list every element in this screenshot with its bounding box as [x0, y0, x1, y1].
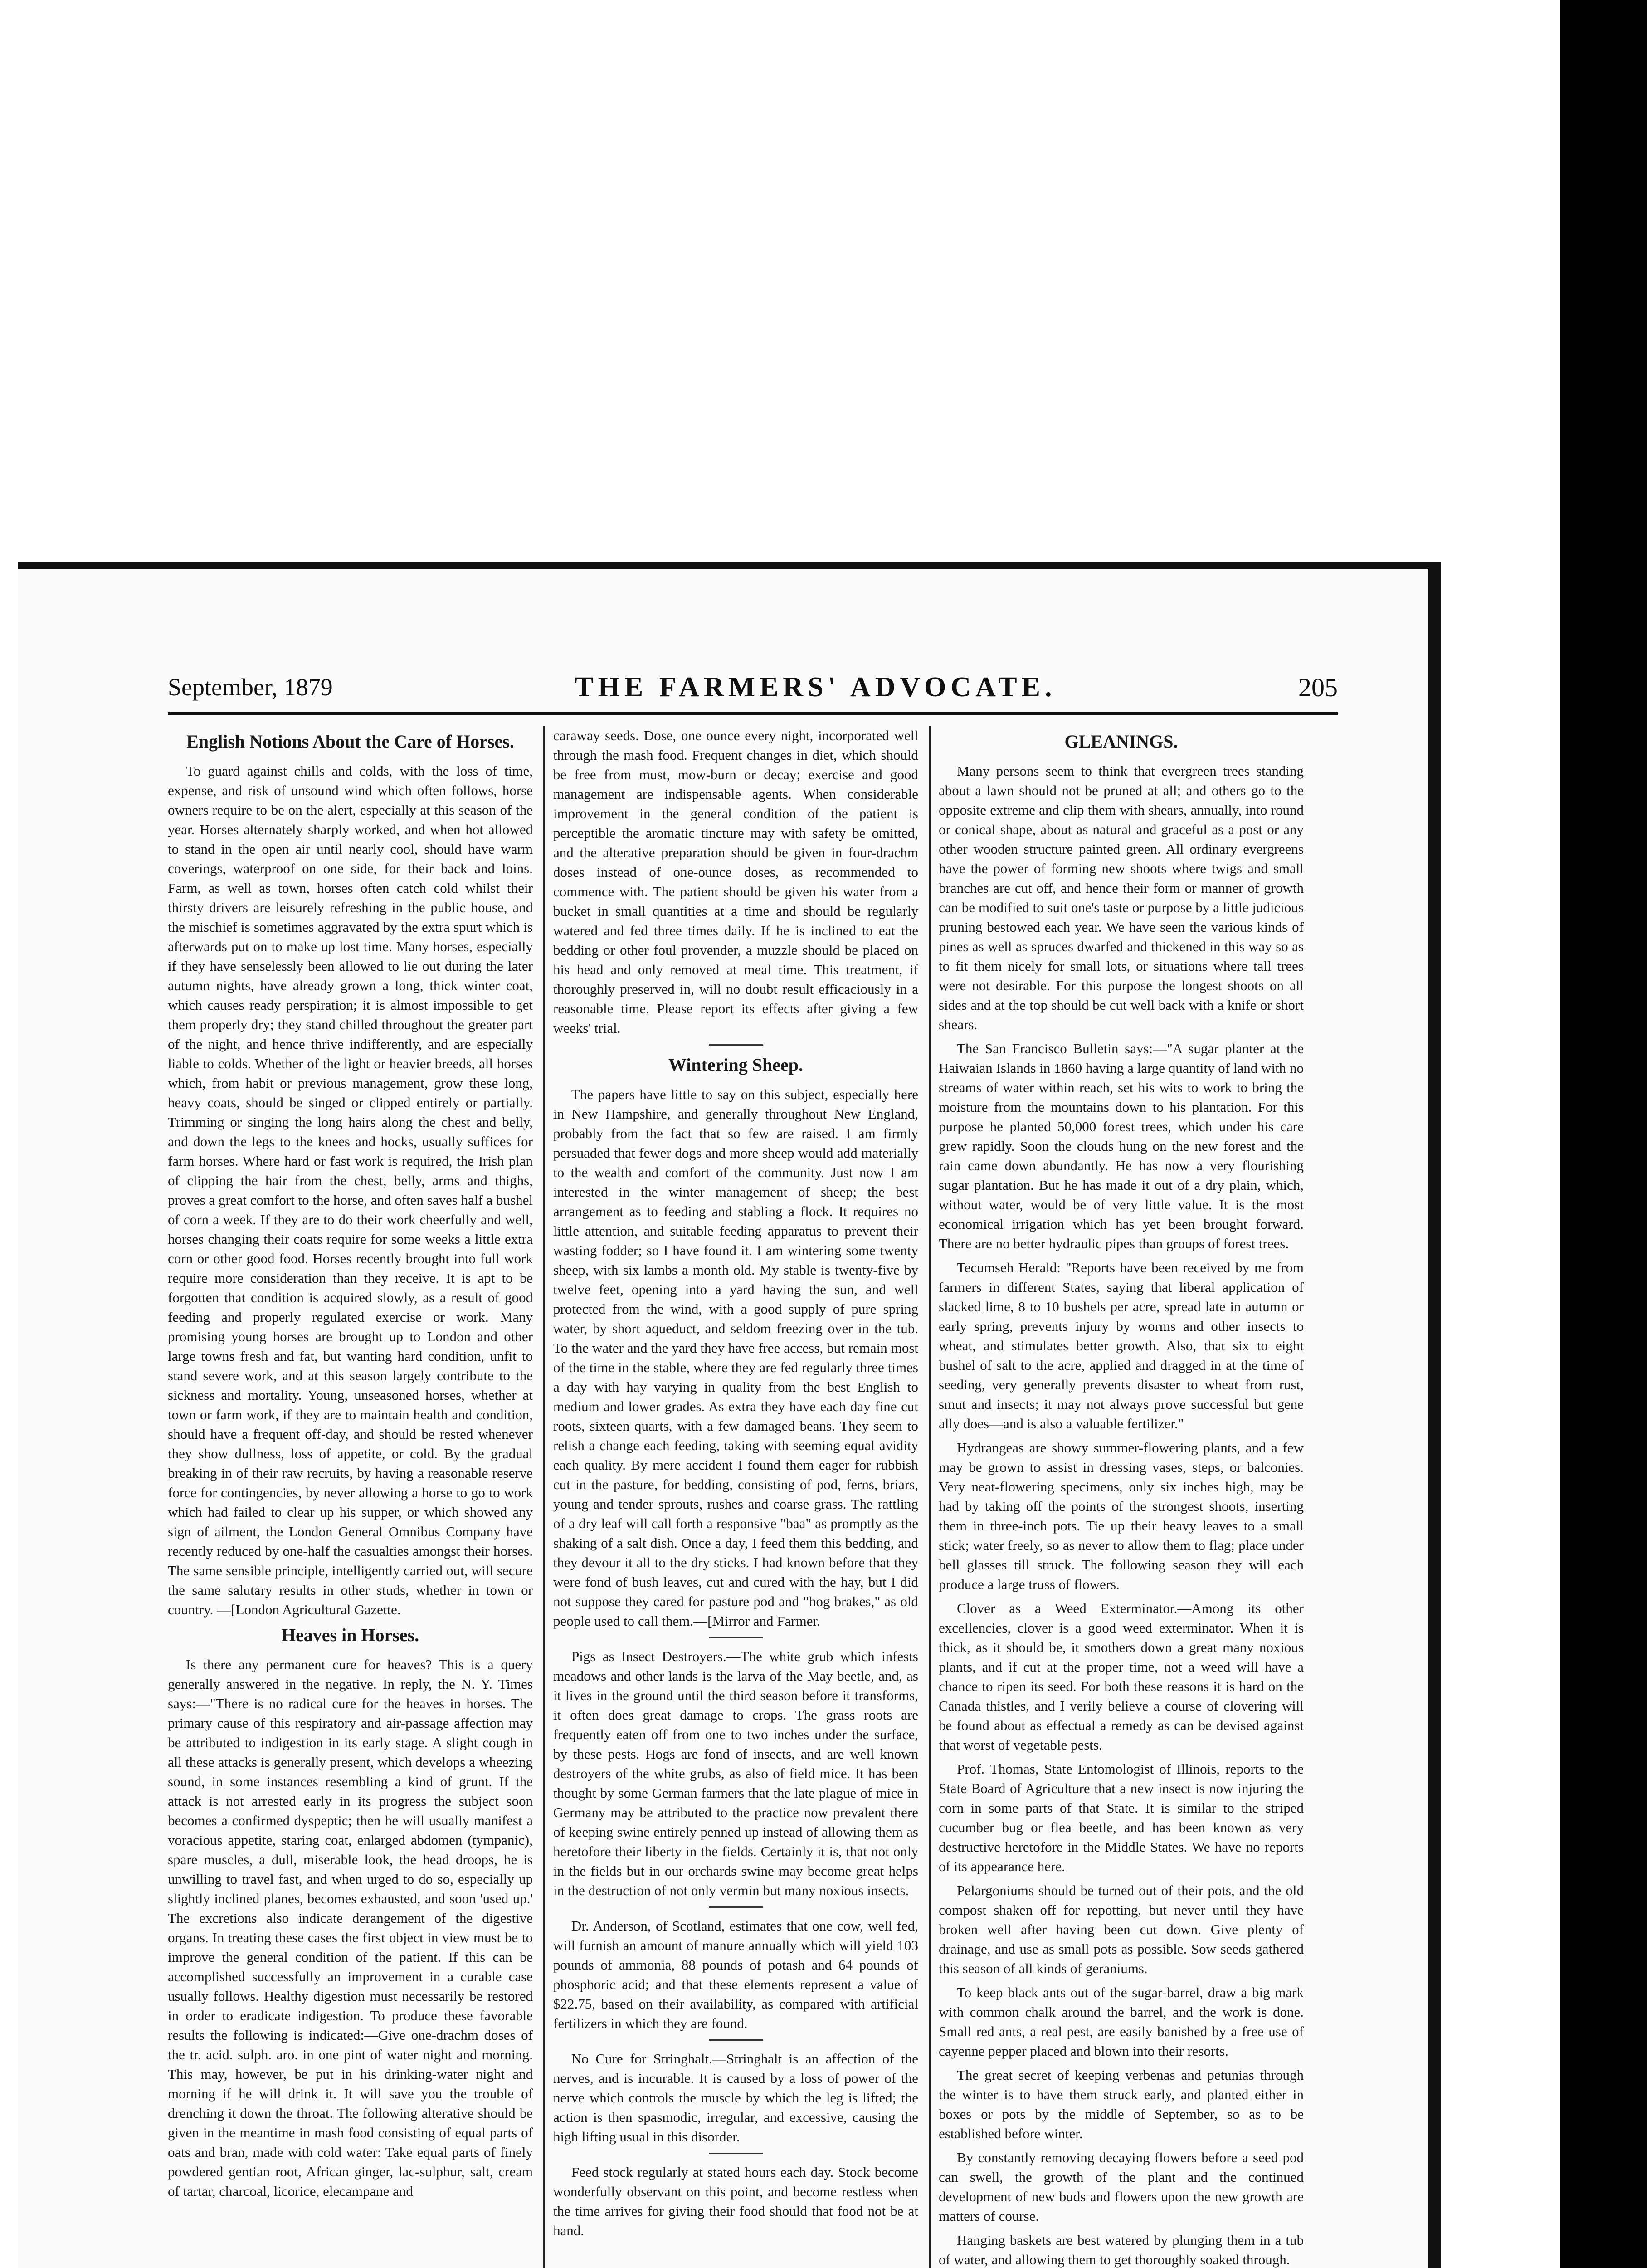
newspaper-page — [18, 562, 1441, 2268]
column-1 — [168, 726, 533, 2268]
column-2 — [553, 726, 918, 2268]
news-item: Feed stock regularly at stated hours each day. Stock become wonderfully observant on this point, and become restless when the time arrives for giving their food should that food not be at hand. — [553, 2164, 918, 2239]
section-title: GLEANINGS. — [1064, 731, 1178, 752]
article-title: English Notions About the Care of Horses. — [186, 731, 514, 752]
page-top-border — [18, 562, 1428, 569]
column-divider — [543, 726, 545, 2268]
separator — [709, 1044, 763, 1046]
article-title: Heaves in Horses. — [281, 1625, 419, 1645]
news-item: To keep black ants out of the sugar-barrel, draw a big mark with common chalk around the barrel, and the work is done. Small red ants, a real pest, are easily banished by a free use of cayenne pepper placed and blown into their resorts. — [939, 1984, 1304, 2059]
masthead: THE FARMERS' ADVOCATE. — [575, 671, 1057, 703]
news-item: Many persons seem to think that evergreen trees standing about a lawn should not be pruned at all; and others go to the opposite extreme and clip them with shears, annually, into round or conical shape, about as natural and graceful as a post or any other wooden structure painted green. All ordinary evergreens have the power of forming new shoots where twigs and small branches are cut off, and hence their form or manner of growth can be modified to suit one's taste or purpose by a little judicious pruning bestowed each year. We have seen the various kinds of pines as well as spruces dwarfed and thickened in this way so as to fit them nicely for small lots, or situations where tall trees were not desirable. For this purpose the longest shoots on all sides and at the top should be cut well back with a knife or short shears. — [939, 763, 1304, 1032]
news-item: Pelargoniums should be turned out of their pots, and the old compost shaken off for repotting, but never until they have broken well after having been cut down. Give plenty of drainage, and use as small pots as possible. Sow seeds gathered this season of all kinds of geraniums. — [939, 1882, 1304, 1976]
article-body: Is there any permanent cure for heaves? This is a query generally answered in the negative. In reply, the N. Y. Times says:—"There is no radical cure for the heaves in horses. The primary cause of this respiratory and air-passage affection may be attributed to indigestion in its early stage. A slight cough in all these attacks is generally present, which develops a wheezing sound, in some instances resembling a kind of grunt. If the attack is not arrested early in its progress the subject soon becomes a confirmed dyspeptic; then he will usually manifest a voracious appetite, staring coat, enlarged abdomen (tympanic), spare muscles, a dull, miserable look, the head droops, he is unwilling to travel fast, and when urged to do so, especially up slightly inclined planes, becomes exhausted, and soon 'used up.' The excretions also indicate derangement of the digestive organs. In treating these cases the first object in view must be to improve the general condition of the patient. If this can be accomplished successfully an improvement in a curable case usually follows. Healthy digestion must necessarily be restored in order to eradicate indigestion. To produce these favorable results the following is indicated:—Give one-drachm doses of the tr. acid. sulph. aro. in one pint of water night and morning. This may, however, be put in his drinking-water night and morning if he will drink it. It will save you the trouble of drenching it down the throat. The following alterative should be given in the meantime in mash food consisting of equal parts of oats and bran, made with cold water: Take equal parts of finely powdered gentian root, African ginger, lac-sulphur, salt, cream of tartar, charcoal, licorice, elecampane and — [168, 1657, 533, 2199]
news-item: Hanging baskets are best watered by plunging them in a tub of water, and allowing them to get thoroughly soaked through. — [939, 2232, 1304, 2268]
article-body: To guard against chills and colds, with the loss of time, expense, and risk of unsound wind which often follows, horse owners require to be on the alert, especially at this season of the year. Horses alternately sharply worked, and when hot allowed to stand in the open air until nearly cool, should have warm coverings, waterproof on one side, for their back and loins. Farm, as well as town, horses often catch cold whilst their thirsty drivers are leisurely refreshing in the public house, and the mischief is sometimes aggravated by the extra spurt which is afterwards put on to make up lost time. Many horses, especially if they have senselessly been allowed to lie out during the later autumn nights, have already grown a long, thick winter coat, which causes ready perspiration; it is almost impossible to get them properly dry; they stand chilled throughout the greater part of the night, and hence thrive indifferently, and are especially liable to colds. Whether of the light or heavier breeds, all horses which, from habit or previous management, grow these long, heavy coats, should be singed or clipped entirely or partially. Trimming or singing the long hairs along the chest and belly, and down the legs to the knees and hocks, usually suffices for farm horses. Where hard or fast work is required, the Irish plan of clipping the hair from the chest, belly, arms and thighs, proves a great comfort to the horse, and often saves half a bushel of corn a week. If they are to do their work cheerfully and well, horses changing their coats require for some weeks a little extra corn or other good food. Horses recently brought into full work require more consideration than they receive. It is apt to be forgotten that condition is acquired slowly, as a result of good feeding and properly regulated exercise or work. Many promising young horses are brought up to London and other large towns fresh and fat, but wanting hard condition, unfit to stand severe work, and at this season largely contribute to the sickness and mortality. Young, unseasoned horses, whether at town or farm work, if they are to maintain health and condition, should have a frequent off-day, and should be rested whenever they show dullness, loss of appetite, or cold. By the gradual breaking in of their raw recruits, by having a reasonable reserve force for contingencies, by never allowing a horse to go to work which had failed to clear up his supper, or which showed any sign of ailment, the London General Omnibus Company have recently reduced by one-half the casualties amongst their horses. The same sensible principle, intelligently carried out, will secure the same salutary results in other studs, whether in town or country. —[London Agricultural Gazette. — [168, 763, 533, 1618]
news-item: The San Francisco Bulletin says:—"A sugar planter at the Haiwaian Islands in 1860 having a large quantity of land with no streams of water within reach, set his wits to work to bring the moisture from the mountains down to his plantation. For this purpose he planted 50,000 forest trees, which under his care grew rapidly. Soon the clouds hung on the new forest and the rain came down abundantly. He has now a very flourishing sugar plantation. But he has made it out of a dry plain, which, without water, would be of very little value. It is the most economical irrigation which has yet been brought forward. There are no better hydraulic pipes than groups of forest trees. — [939, 1041, 1304, 1251]
news-item: The great secret of keeping verbenas and petunias through the winter is to have them struck early, and planted either in boxes or pots by the middle of September, so as to be established before winter. — [939, 2067, 1304, 2141]
column-3 — [939, 726, 1304, 2268]
column-divider — [929, 726, 931, 2268]
separator — [709, 2153, 763, 2154]
news-item: Hydrangeas are showy summer-flowering plants, and a few may be grown to assist in dressing vases, steps, or balconies. Very neat-flowering specimens, only six inches high, may be had by taking off the points of the strongest shoots, inserting them in three-inch pots. Tie up their heavy leaves to a small stick; water freely, so as never to allow them to flag; place under bell glasses till struck. The following season they will each produce a large truss of flowers. — [939, 1440, 1304, 1592]
issue-date: September, 1879 — [168, 674, 333, 701]
news-item: Clover as a Weed Exterminator.—Among its other excellencies, clover is a good weed exterminator. When it is thick, as it should be, it smothers down a great many noxious plants, and if cut at the proper time, not a weed will have a chance to ripen its seed. For both these reasons it is hard on the Canada thistles, and I verily believe a course of clovering will be found about as effectual a remedy as can be devised against that worst of vegetable pests. — [939, 1600, 1304, 1753]
news-item: By constantly removing decaying flowers before a seed pod can swell, the growth of the plant and the continued development of new buds and flowers upon the new growth are matters of course. — [939, 2150, 1304, 2224]
news-item: Prof. Thomas, State Entomologist of Illinois, reports to the State Board of Agriculture that a new insect is now injuring the corn in some parts of that State. It is similar to the striped cucumber bug or flea beetle, and has been known as very destructive heretofore in the Middle States. We have no reports of its appearance here. — [939, 1761, 1304, 1874]
news-item: Pigs as Insect Destroyers.—The white grub which infests meadows and other lands is the larva of the May beetle, and, as it lives in the ground until the third season before it transforms, it often does great damage to crops. The grass roots are frequently eaten off from one to two inches under the surface, by these pests. Hogs are fond of insects, and are well known destroyers of the white grubs, as also of field mice. It has been thought by some German farmers that the late plague of mice in Germany may be attributed to the practice now prevalent there of keeping swine entirely penned up instead of allowing them as heretofore their liberty in the fields. Certainly it is, that not only in the fields but in our orchards swine may become great helps in the destruction of not only vermin but many noxious insects. — [553, 1648, 918, 1898]
news-item: Dr. Anderson, of Scotland, estimates that one cow, well fed, will furnish an amount of manure annually which will yield 103 pounds of ammonia, 88 pounds of potash and 64 pounds of phosphoric acid; and that these elements represent a value of $22.75, based on their availability, as compared with artificial fertilizers in which they are found. — [553, 1918, 918, 2031]
separator — [709, 1637, 763, 1638]
article-body: The papers have little to say on this subject, especially here in New Hampshire, and generally throughout New England, probably from the fact that so few are raised. I am firmly persuaded that fewer dogs and more sheep would add materially to the wealth and comfort of the community. Just now I am interested in the winter management of sheep; the best arrangement as to feeding and stabling a flock. It requires no little attention, and suitable feeding apparatus to prevent their wasting fodder; so I have found it. I am wintering some twenty sheep, with six lambs a month old. My stable is twenty-five by twelve feet, opening into a yard having the sun, and well protected from the wind, with a good supply of pure spring water, by short aqueduct, and seldom freezing over in the tub. To the water and the yard they have free access, but remain most of the time in the stable, where they are fed regularly three times a day with hay varying in quality from the best English to medium and lower grades. As extra they have each day fine cut roots, sixteen quarts, with a few damaged beans. They seem to relish a change each feeding, taking with seeming equal avidity each quality. By mere accident I found them eager for rubbish cut in the pasture, for bedding, consisting of pod, ferns, briars, young and tender sprouts, rushes and coarse grass. The rattling of a dry leaf will call forth a responsive "baa" as promptly as the shaking of a salt dish. Once a day, I feed them this bedding, and they devour it all to the dry sticks. I had known before that they were fond of bush leaves, cut and cured with the hay, but I did not suppose they cared for pasture pod and "hog brakes," as old people used to call them.—[Mirror and Farmer. — [553, 1086, 918, 1629]
article-body-continued: caraway seeds. Dose, one ounce every night, incorporated well through the mash food. Frequent changes in diet, which should be free from must, mow-burn or decay; exercise and good management are indispensable agents. When considerable improvement in the general condition of the patient is perceptible the aromatic tincture may with safety be omitted, and the alterative preparation should be given in four-drachm doses instead of one-ounce doses, as recommended to commence with. The patient should be given his water from a bucket in small quantities at a time and should be regularly watered and fed three times daily. If he is inclined to eat the bedding or other foul provender, a muzzle should be placed on his head and only removed at meal time. This treatment, if thoroughly preserved in, will no doubt result efficaciously in a reasonable time. Please report its effects after giving a few weeks' trial. — [553, 728, 918, 1036]
article-title: Wintering Sheep. — [668, 1055, 804, 1075]
page-header — [168, 667, 1338, 708]
header-rule — [168, 712, 1338, 715]
page-number: 205 — [1298, 672, 1338, 702]
separator — [709, 1906, 763, 1908]
news-item: No Cure for Stringhalt.—Stringhalt is an affection of the nerves, and is incurable. It is caused by a loss of power of the nerve which controls the muscle by which the leg is lifted; the action is then spasmodic, irregular, and excessive, causing the high lifting usual in this disorder. — [553, 2051, 918, 2145]
outer-margin-black-right — [1560, 0, 1647, 2268]
separator — [709, 2039, 763, 2041]
news-item: Tecumseh Herald: "Reports have been received by me from farmers in different States, saying that liberal application of slacked lime, 8 to 10 bushels per acre, spread late in autumn or early spring, prevents injury by worms and other insects to wheat, and stimulates better growth. Also, that six to eight bushel of salt to the acre, applied and dragged in at the time of seeding, very generally prevents disaster to wheat from rust, smut and insects; it may not always prove successful but gene ally does—and is also a valuable fertilizer." — [939, 1260, 1304, 1432]
